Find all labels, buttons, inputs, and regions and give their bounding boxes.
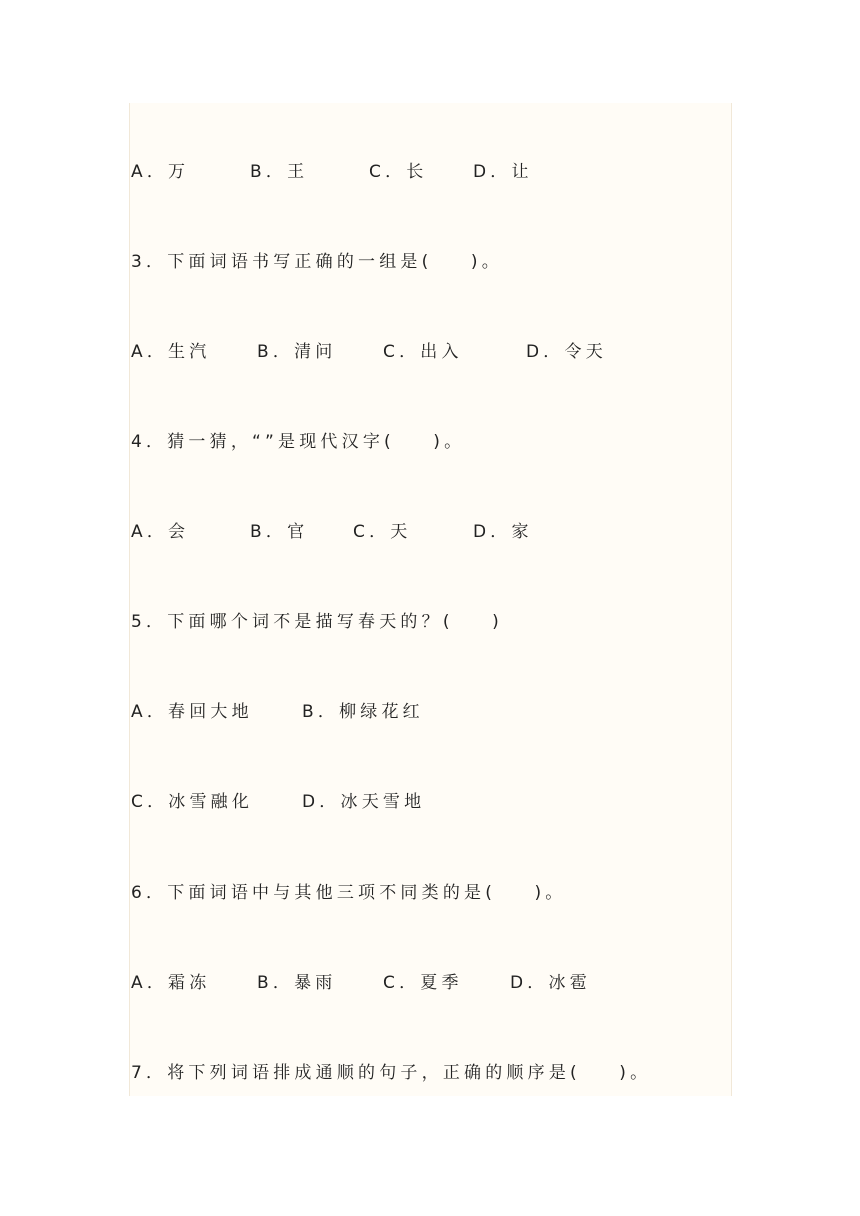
option-d: D．冰天雪地 xyxy=(302,792,426,812)
option-a: A．春回大地 xyxy=(131,702,253,722)
question-7: 7．将下列词语排成通顺的句子，正确的顺序是( )。 xyxy=(131,1063,652,1083)
question-2-options xyxy=(131,160,533,184)
option-c: C．夏季 xyxy=(383,973,463,993)
option-a: A．霜冻 xyxy=(131,973,211,993)
question-4: 4．猜一猜，“”是现代汉字( )。 xyxy=(131,432,466,452)
option-c: C．冰雪融化 xyxy=(131,792,254,812)
option-d: D．家 xyxy=(473,522,533,542)
option-d: D．冰雹 xyxy=(510,973,591,993)
question-5-options-row-1 xyxy=(131,700,424,724)
option-c: C．出入 xyxy=(383,342,463,362)
option-a: A．万 xyxy=(131,162,190,182)
question-6: 6．下面词语中与其他三项不同类的是( )。 xyxy=(131,883,567,903)
option-a: A．生汽 xyxy=(131,342,211,362)
question-6-options xyxy=(131,971,591,995)
option-b: B．王 xyxy=(250,162,309,182)
option-d: D．让 xyxy=(473,162,533,182)
question-3-options xyxy=(131,340,607,364)
question-5-options-row-2 xyxy=(131,790,426,814)
option-b: B．柳绿花红 xyxy=(302,702,424,722)
option-c: C．天 xyxy=(353,522,412,542)
option-d: D．令天 xyxy=(526,342,607,362)
question-3: 3．下面词语书写正确的一组是( )。 xyxy=(131,252,503,272)
option-b: B．官 xyxy=(250,522,309,542)
option-b: B．清问 xyxy=(257,342,337,362)
option-a: A．会 xyxy=(131,522,190,542)
option-b: B．暴雨 xyxy=(257,973,337,993)
question-5: 5．下面哪个词不是描写春天的？( ) xyxy=(131,612,503,632)
question-4-options xyxy=(131,520,533,544)
option-c: C．长 xyxy=(369,162,428,182)
